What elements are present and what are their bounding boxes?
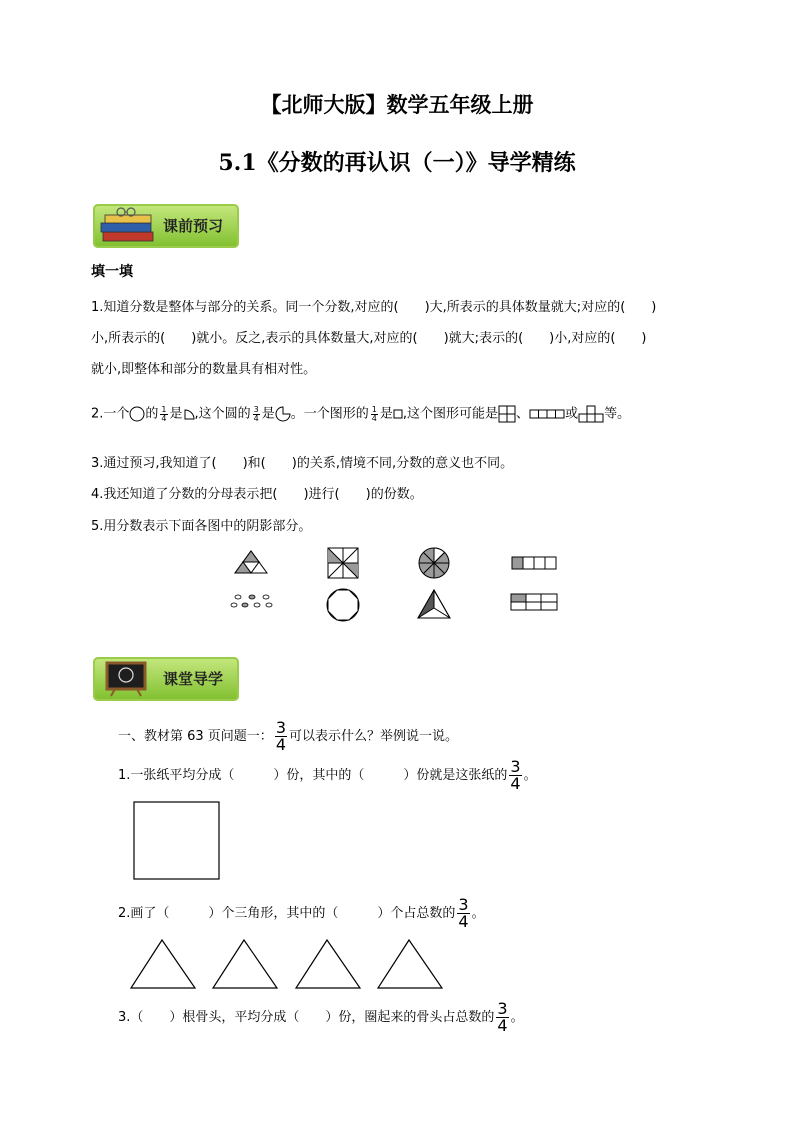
row-of-squares-icon — [529, 409, 565, 419]
page-title: 【北师大版】数学五年级上册 — [260, 92, 534, 117]
fill-in-heading: 填一填 — [91, 264, 133, 280]
section-badge-label: 课前预习 — [163, 217, 224, 235]
question-1-line-1: 1.知道分数是整体与部分的关系。同一个分数,对应的( )大,所表示的具体数量就大;对应的( ) — [91, 300, 657, 315]
section-badge-preview — [93, 204, 239, 248]
fraction-3-4: $\frac{3}{4}$ — [275, 718, 286, 754]
page-subtitle: 5.1《分数的再认识（一）》导学精练 — [218, 150, 576, 176]
fraction-3-4: $\frac{3}{4}$ — [253, 404, 259, 423]
square-diagonals-figure — [327, 547, 359, 579]
lesson-intro: 一、教材第 63 页问题一： $\frac{3}{4}$ 可以表示什么？举例说一说。 — [118, 718, 459, 754]
fraction-3-4: $\frac{3}{4}$ — [497, 999, 508, 1035]
octagon-in-circle-figure — [325, 587, 361, 623]
q2-text: 2.一个 — [91, 406, 130, 422]
triangle-center-figure — [416, 588, 452, 620]
q2-text: 或 — [565, 406, 579, 422]
question-1-line-2: 小,所表示的( )就小。反之,表示的具体数量大,对应的( )就大;表示的( )小,对应的( ) — [91, 331, 647, 346]
fraction-1-4: $\frac{1}{4}$ — [161, 404, 167, 423]
triangle-figure — [211, 938, 279, 990]
grid-bar-figure — [510, 593, 558, 611]
section-badge-label: 课堂导学 — [163, 670, 224, 688]
fraction-1-4: $\frac{1}{4}$ — [371, 404, 377, 423]
triangle-figure — [129, 938, 197, 990]
fraction-3-4: $\frac{3}{4}$ — [510, 757, 521, 793]
quarter-circle-icon — [183, 408, 195, 420]
small-square-icon — [393, 409, 403, 419]
question-1-line-3: 就小,即整体和部分的数量具有相对性。 — [91, 362, 317, 377]
lesson-item-3: 3.（ ）根骨头，平均分成（ ）份，圈起来的骨头占总数的 $\frac{3}{4}$ 。 — [118, 999, 524, 1035]
question-2 — [91, 405, 630, 424]
three-quarter-circle-icon — [275, 406, 291, 422]
dots-figure — [230, 592, 274, 610]
section-badge-classroom — [93, 657, 239, 701]
question-3: 3.通过预习,我知道了( )和( )的关系,情境不同,分数的意义也不同。 — [91, 456, 514, 471]
q2-text: 的 — [145, 406, 159, 422]
q2-text: 。一个图形的 — [290, 406, 369, 422]
q2-text: ,这个图形可能是 — [402, 406, 499, 422]
q2-text: 、 — [516, 406, 530, 422]
triangle-figure — [376, 938, 444, 990]
question-4: 4.我还知道了分数的分母表示把( )进行( )的份数。 — [91, 487, 423, 502]
lesson-item-1: 1.一张纸平均分成（ ）份，其中的（ ）份就是这张纸的 $\frac{3}{4}$ 。 — [118, 757, 537, 793]
bar-of-cells-figure — [511, 556, 557, 570]
blackboard-icon — [105, 661, 147, 697]
t-shape-squares-icon — [578, 405, 604, 423]
lesson-item-2: 2.画了（ ）个三角形，其中的（ ）个占总数的 $\frac{3}{4}$ 。 — [118, 895, 485, 931]
triangle-figure — [294, 938, 362, 990]
q2-text: 等。 — [604, 406, 631, 422]
q2-text: 是 — [169, 406, 183, 422]
two-by-two-squares-icon — [498, 405, 516, 423]
books-icon — [99, 206, 159, 246]
q2-text: ,这个圆的 — [194, 406, 251, 422]
paper-square-figure — [133, 801, 221, 881]
circle-icon — [129, 406, 145, 422]
q2-text: 是 — [261, 406, 275, 422]
triangle-divided-figure — [233, 549, 269, 575]
circle-sectors-figure — [417, 546, 451, 580]
q2-text: 是 — [379, 406, 393, 422]
question-5: 5.用分数表示下面各图中的阴影部分。 — [91, 519, 312, 534]
fraction-3-4: $\frac{3}{4}$ — [458, 895, 469, 931]
